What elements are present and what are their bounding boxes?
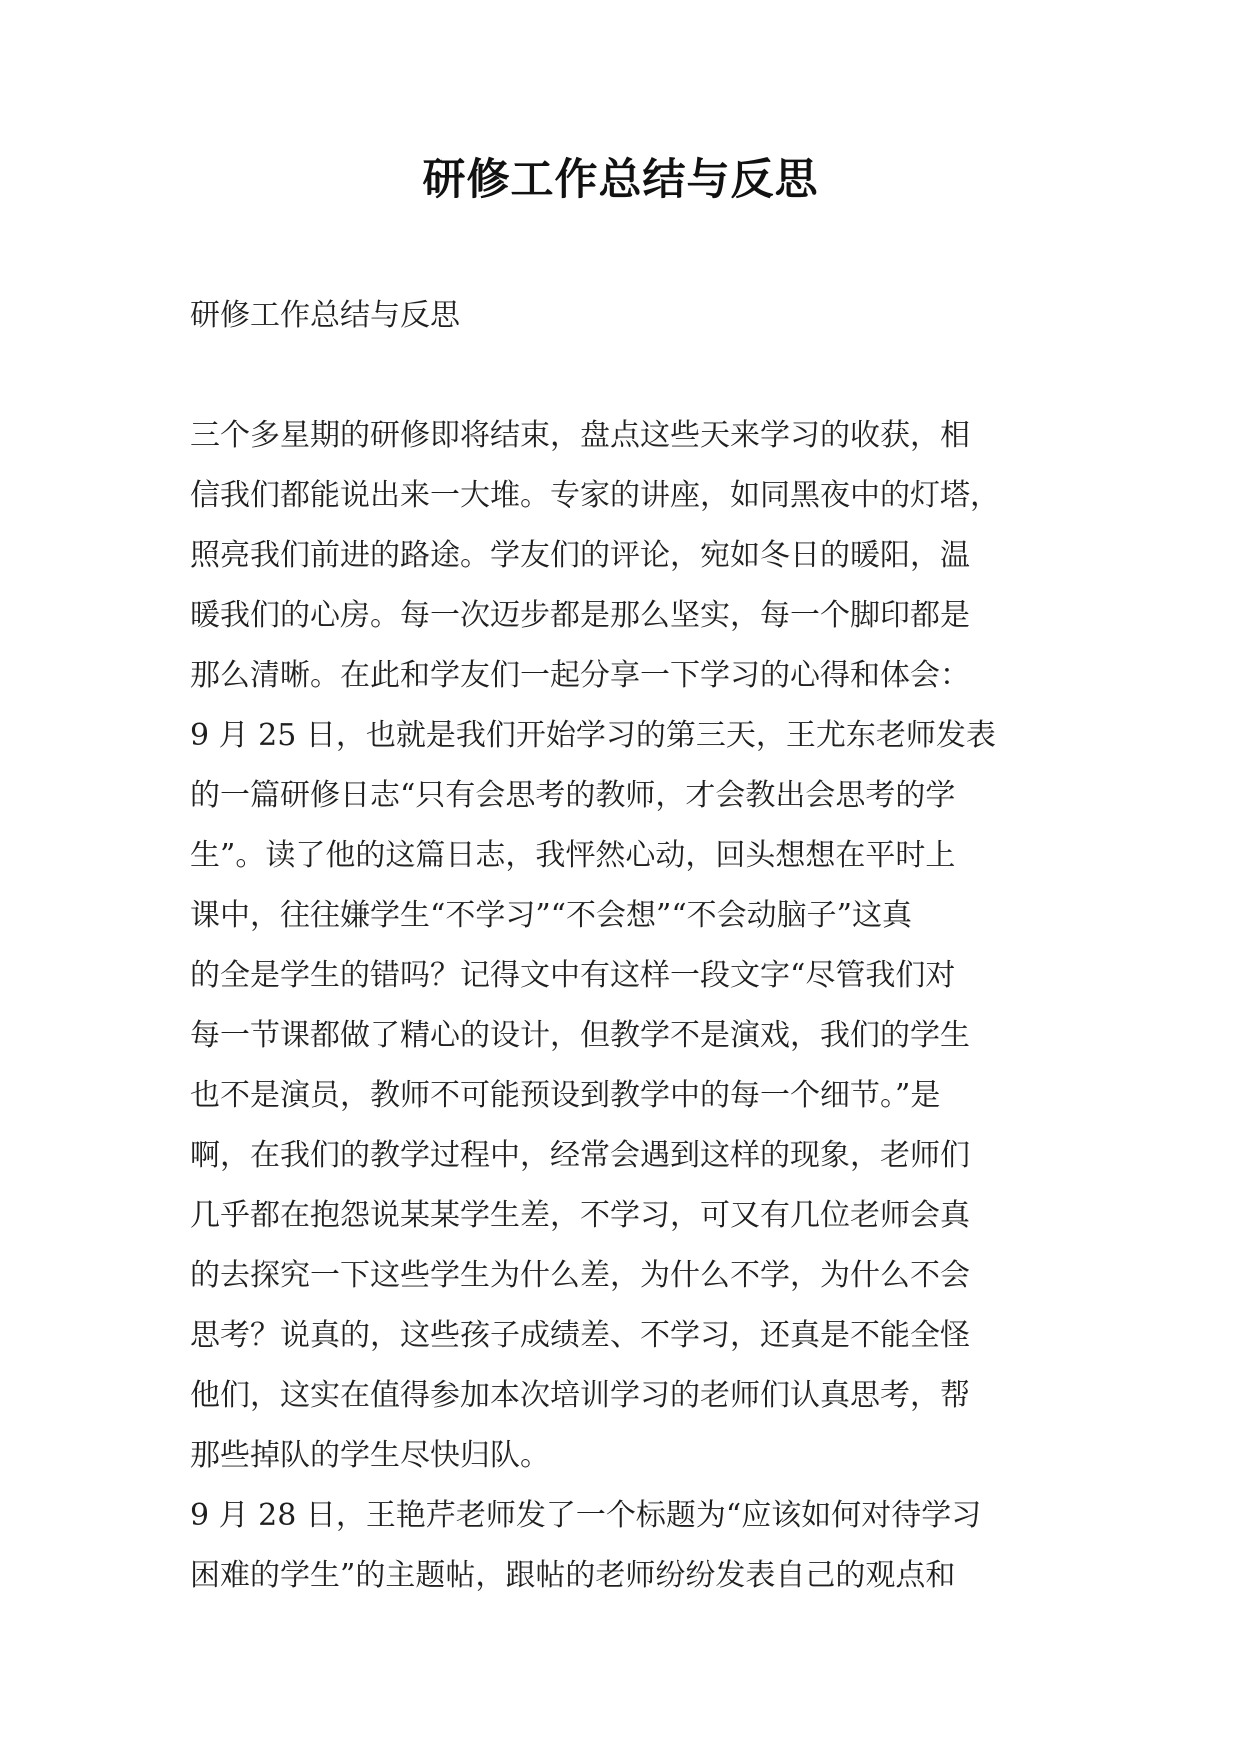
document-body xyxy=(190,406,1060,1606)
document-subtitle: 研修工作总结与反思 xyxy=(190,298,460,333)
body-line: 他们，这实在值得参加本次培训学习的老师们认真思考，帮 xyxy=(190,1378,970,1413)
body-line: 思考？说真的，这些孩子成绩差、不学习，还真是不能全怪 xyxy=(190,1318,970,1353)
body-line: 暖我们的心房。每一次迈步都是那么坚实，每一个脚印都是 xyxy=(190,598,970,633)
body-line: 的一篇研修日志“只有会思考的教师，才会教出会思考的学 xyxy=(190,778,956,813)
body-line: 的去探究一下这些学生为什么差，为什么不学，为什么不会 xyxy=(190,1258,970,1293)
body-line: 的全是学生的错吗？记得文中有这样一段文字“尽管我们对 xyxy=(190,958,956,993)
body-line: 那些掉队的学生尽快归队。 xyxy=(190,1438,550,1473)
body-line: 困难的学生”的主题帖，跟帖的老师纷纷发表自己的观点和 xyxy=(190,1558,956,1593)
body-line: 啊，在我们的教学过程中，经常会遇到这样的现象，老师们 xyxy=(190,1138,970,1173)
document-title: 研修工作总结与反思 xyxy=(422,155,819,205)
body-line: 也不是演员，教师不可能预设到教学中的每一个细节。”是 xyxy=(190,1078,941,1113)
body-line: 9 月 25 日，也就是我们开始学习的第三天，王尤东老师发表 xyxy=(190,718,996,753)
body-line: 课中，往往嫌学生“不学习”“不会想”“不会动脑子”这真 xyxy=(190,898,913,933)
body-line: 照亮我们前进的路途。学友们的评论，宛如冬日的暖阳，温 xyxy=(190,538,970,573)
body-line: 几乎都在抱怨说某某学生差，不学习，可又有几位老师会真 xyxy=(190,1198,970,1233)
body-line: 信我们都能说出来一大堆。专家的讲座，如同黑夜中的灯塔， xyxy=(190,478,1000,513)
body-line: 那么清晰。在此和学友们一起分享一下学习的心得和体会： xyxy=(190,658,970,693)
body-line: 每一节课都做了精心的设计，但教学不是演戏，我们的学生 xyxy=(190,1018,970,1053)
body-line: 三个多星期的研修即将结束，盘点这些天来学习的收获，相 xyxy=(190,418,970,453)
body-line: 9 月 28 日，王艳芹老师发了一个标题为“应该如何对待学习 xyxy=(190,1498,982,1533)
body-line: 生”。读了他的这篇日志，我怦然心动，回头想想在平时上 xyxy=(190,838,956,873)
